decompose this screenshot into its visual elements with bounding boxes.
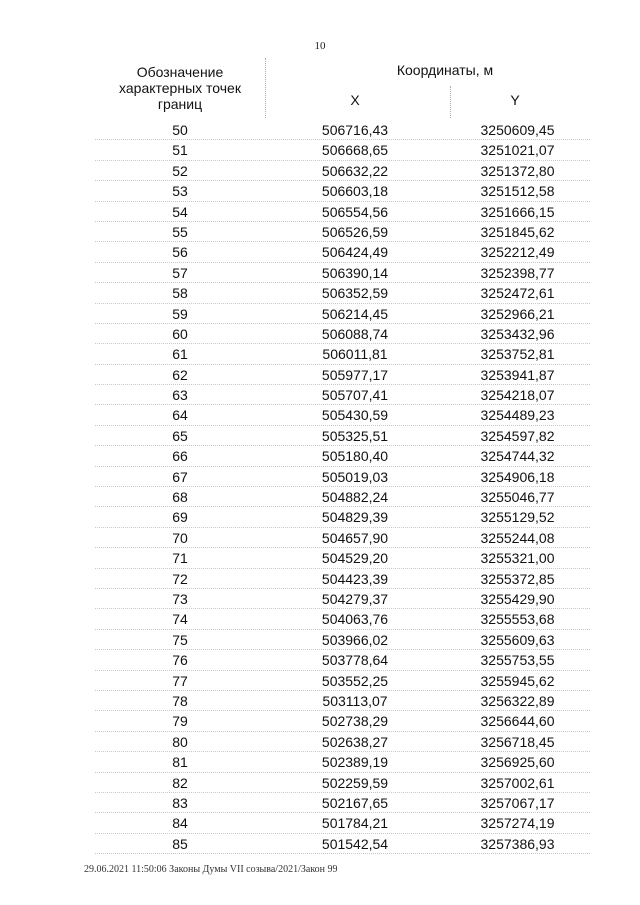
y-coordinate: 3254489,23 [480, 407, 555, 424]
header-coordinates-label: Координаты, м [396, 62, 494, 78]
y-coordinate: 3255046,77 [480, 489, 555, 506]
point-number: 51 [172, 142, 188, 159]
y-coordinate: 3255372,85 [480, 570, 555, 587]
table-row [95, 732, 590, 752]
point-number: 76 [172, 652, 188, 669]
x-coordinate: 506214,45 [321, 305, 389, 322]
point-number: 85 [172, 835, 188, 852]
y-coordinate: 3254597,82 [480, 427, 555, 444]
y-coordinate: 3255244,08 [480, 529, 555, 546]
table-row [95, 202, 590, 222]
table-row [95, 446, 590, 466]
x-coordinate: 505430,59 [321, 407, 389, 424]
x-coordinate: 505707,41 [321, 387, 389, 404]
x-coordinate: 502167,65 [321, 794, 389, 811]
y-coordinate: 3252398,77 [480, 264, 555, 281]
y-coordinate: 3257274,19 [480, 815, 555, 832]
y-coordinate: 3257067,17 [480, 794, 555, 811]
x-coordinate: 506526,59 [321, 223, 389, 240]
coordinates-table [95, 120, 590, 854]
x-coordinate: 505180,40 [321, 448, 389, 465]
point-number: 69 [172, 509, 188, 526]
table-row [95, 365, 590, 385]
y-coordinate: 3255945,62 [480, 672, 555, 689]
x-coordinate: 503113,07 [322, 692, 388, 709]
y-coordinate: 3253432,96 [480, 325, 555, 342]
table-row [95, 161, 590, 181]
table-row [95, 528, 590, 548]
x-coordinate: 504829,39 [321, 509, 389, 526]
table-row [95, 630, 590, 650]
x-coordinate: 505325,51 [321, 427, 389, 444]
x-coordinate: 506424,49 [321, 244, 389, 261]
table-row [95, 467, 590, 487]
table-row [95, 181, 590, 201]
y-coordinate: 3251021,07 [480, 142, 555, 159]
table-row [95, 569, 590, 589]
table-row [95, 120, 590, 140]
x-coordinate: 506668,65 [321, 142, 389, 159]
table-row [95, 711, 590, 731]
y-coordinate: 3255753,55 [480, 652, 555, 669]
footer-stamp: 29.06.2021 11:50:06 Законы Думы VII созыва/2021/Закон 99 [84, 864, 338, 875]
point-number: 74 [172, 611, 188, 628]
x-coordinate: 504882,24 [321, 489, 389, 506]
y-coordinate: 3254744,32 [480, 448, 555, 465]
y-coordinate: 3256322,89 [480, 692, 555, 709]
point-number: 65 [172, 427, 188, 444]
table-row [95, 793, 590, 813]
y-coordinate: 3256718,45 [480, 733, 555, 750]
point-number: 52 [172, 162, 188, 179]
x-coordinate: 503552,25 [321, 672, 389, 689]
x-coordinate: 506088,74 [321, 325, 389, 342]
point-number: 70 [172, 529, 188, 546]
y-coordinate: 3251512,58 [480, 183, 555, 200]
x-coordinate: 506390,14 [321, 264, 389, 281]
point-number: 84 [172, 815, 188, 832]
table-row [95, 507, 590, 527]
x-coordinate: 501784,21 [321, 815, 389, 832]
table-row [95, 405, 590, 425]
x-coordinate: 502638,27 [321, 733, 389, 750]
point-number: 80 [172, 733, 188, 750]
table-row [95, 773, 590, 793]
y-coordinate: 3254218,07 [480, 387, 555, 404]
point-number: 53 [172, 183, 188, 200]
table-row [95, 242, 590, 262]
y-coordinate: 3255609,63 [480, 631, 555, 648]
y-coordinate: 3253752,81 [480, 346, 555, 363]
point-number: 81 [172, 754, 188, 771]
x-coordinate: 506603,18 [321, 183, 389, 200]
y-coordinate: 3251666,15 [480, 203, 555, 220]
header-y-label: Y [510, 92, 520, 108]
point-number: 62 [172, 366, 188, 383]
point-number: 63 [172, 387, 188, 404]
column-divider [450, 86, 451, 118]
y-coordinate: 3254906,18 [480, 468, 555, 485]
x-coordinate: 506554,56 [321, 203, 389, 220]
table-row [95, 283, 590, 303]
point-number: 60 [172, 325, 188, 342]
x-coordinate: 501542,54 [321, 835, 389, 852]
y-coordinate: 3252212,49 [480, 244, 555, 261]
point-number: 73 [172, 590, 188, 607]
page-number: 10 [314, 40, 326, 52]
x-coordinate: 502389,19 [321, 754, 389, 771]
point-number: 78 [172, 692, 188, 709]
y-coordinate: 3257002,61 [480, 774, 555, 791]
y-coordinate: 3253941,87 [480, 366, 555, 383]
x-coordinate: 506632,22 [321, 162, 389, 179]
table-row [95, 752, 590, 772]
x-coordinate: 502259,59 [321, 774, 389, 791]
point-number: 66 [172, 448, 188, 465]
x-coordinate: 502738,29 [321, 713, 389, 730]
table-row [95, 385, 590, 405]
y-coordinate: 3255553,68 [480, 611, 555, 628]
y-coordinate: 3255129,52 [480, 509, 555, 526]
y-coordinate: 3251372,80 [480, 162, 555, 179]
y-coordinate: 3250609,45 [480, 122, 555, 138]
table-row [95, 609, 590, 629]
y-coordinate: 3257386,93 [480, 835, 555, 852]
table-row [95, 324, 590, 344]
x-coordinate: 505019,03 [321, 468, 389, 485]
table-row [95, 344, 590, 364]
table-row [95, 650, 590, 670]
point-number: 59 [172, 305, 188, 322]
point-number: 68 [172, 489, 188, 506]
x-coordinate: 504657,90 [321, 529, 389, 546]
y-coordinate: 3252966,21 [480, 305, 555, 322]
point-number: 50 [172, 122, 188, 138]
point-number: 54 [172, 203, 188, 220]
column-divider [265, 58, 266, 118]
x-coordinate: 506352,59 [321, 285, 389, 302]
x-coordinate: 503778,64 [321, 652, 389, 669]
point-number: 72 [172, 570, 188, 587]
point-number: 61 [172, 346, 188, 363]
point-number: 82 [172, 774, 188, 791]
x-coordinate: 504063,76 [321, 611, 389, 628]
table-row [95, 691, 590, 711]
y-coordinate: 3255429,90 [480, 590, 555, 607]
table-row [95, 263, 590, 283]
x-coordinate: 504279,37 [321, 590, 389, 607]
x-coordinate: 504529,20 [321, 550, 389, 567]
table-row [95, 548, 590, 568]
y-coordinate: 3252472,61 [480, 285, 555, 302]
table-row [95, 426, 590, 446]
table-header [95, 58, 590, 118]
y-coordinate: 3256925,60 [480, 754, 555, 771]
x-coordinate: 504423,39 [321, 570, 389, 587]
point-number: 79 [172, 713, 188, 730]
table-row [95, 834, 590, 854]
row-divider [95, 853, 590, 854]
table-row [95, 140, 590, 160]
x-coordinate: 505977,17 [321, 366, 389, 383]
x-coordinate: 506716,43 [321, 122, 389, 138]
point-number: 64 [172, 407, 188, 424]
point-number: 77 [172, 672, 188, 689]
point-number: 55 [172, 223, 188, 240]
y-coordinate: 3256644,60 [480, 713, 555, 730]
table-row [95, 813, 590, 833]
table-row [95, 671, 590, 691]
x-coordinate: 503966,02 [321, 631, 389, 648]
y-coordinate: 3251845,62 [480, 223, 555, 240]
header-point-label: Обозначение характерных точек границ [119, 64, 241, 112]
point-number: 75 [172, 631, 188, 648]
point-number: 71 [172, 550, 188, 567]
y-coordinate: 3255321,00 [480, 550, 555, 567]
point-number: 57 [172, 264, 188, 281]
header-x-label: X [350, 92, 360, 108]
table-row [95, 222, 590, 242]
point-number: 83 [172, 794, 188, 811]
x-coordinate: 506011,81 [322, 346, 388, 363]
point-number: 67 [172, 468, 188, 485]
table-row [95, 487, 590, 507]
table-row [95, 589, 590, 609]
point-number: 56 [172, 244, 188, 261]
point-number: 58 [172, 285, 188, 302]
table-row [95, 304, 590, 324]
